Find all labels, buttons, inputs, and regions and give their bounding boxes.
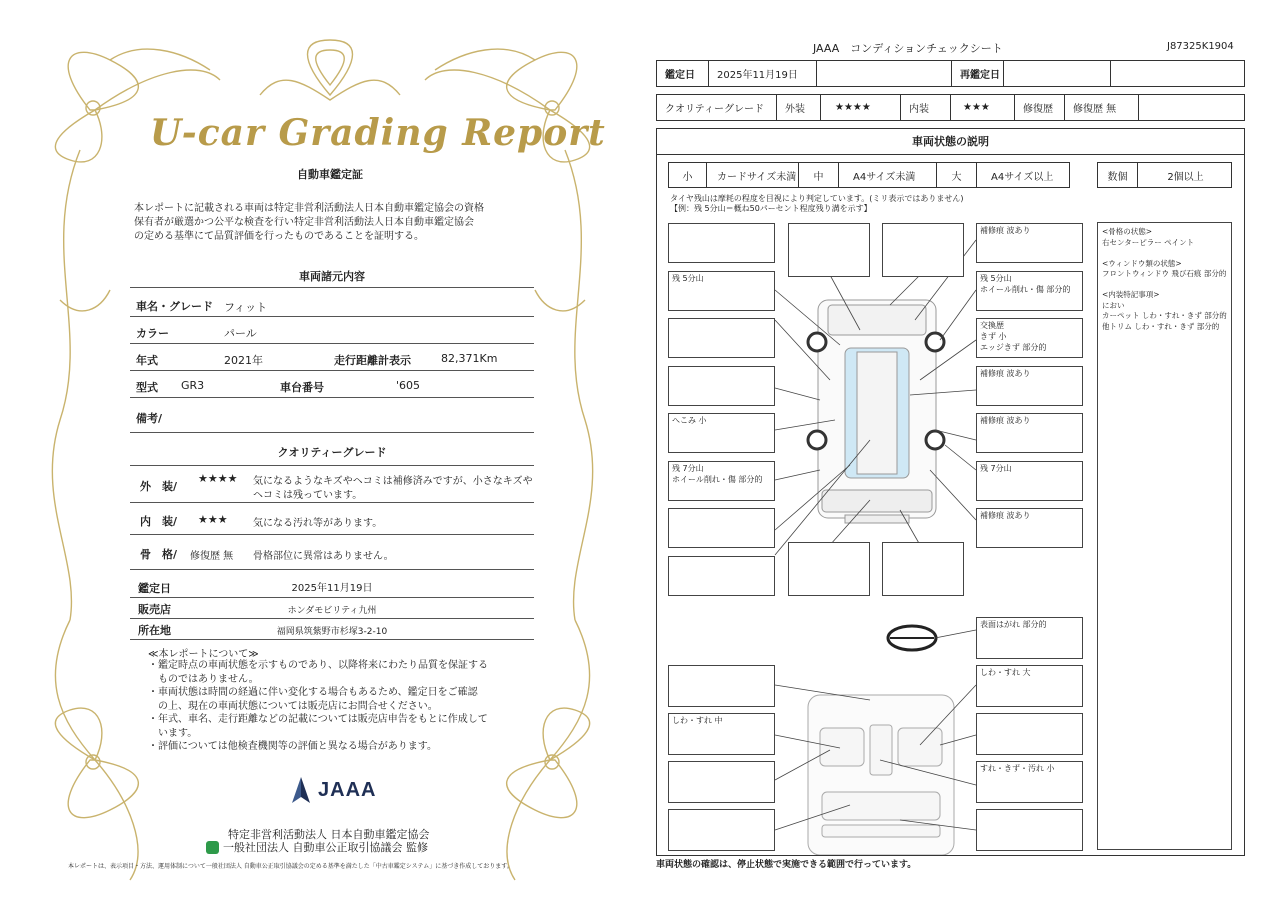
callout-box (976, 223, 1083, 263)
size-mid-desc: A4サイズ未満 (839, 163, 937, 187)
size-small-desc: カードサイズ未満 (707, 163, 799, 187)
year-value: 2021年 (224, 354, 263, 367)
callout-box (976, 413, 1083, 453)
jaaa-logo-text: JAAA (318, 778, 377, 801)
divider (130, 618, 534, 619)
exterior-comment: ヘコミは残っています。 (253, 490, 363, 501)
side-note-line: 他トリム しわ・すれ・きず 部分的 (1102, 321, 1220, 331)
size-small: 小 (669, 163, 707, 187)
color-label: カラー (136, 327, 169, 340)
empty-cell (817, 61, 952, 86)
callout-box (788, 542, 870, 596)
int-label: 内装 (901, 95, 951, 120)
side-note-line: におい (1102, 300, 1125, 310)
notes-list (148, 659, 538, 754)
tire-note-2: 【例：残 5分山＝概ね50パーセント程度残り溝を示す】 (670, 204, 872, 213)
callout-box (976, 318, 1083, 358)
callout-box (668, 366, 775, 406)
interior-stars: ★★★ (198, 513, 228, 526)
divider (130, 316, 534, 317)
reappraisal-label: 再鑑定日 (952, 61, 1004, 86)
callout-text: 残 5分山 (672, 274, 704, 283)
divider (130, 639, 534, 640)
jaaa-logo-icon (290, 775, 312, 805)
certificate-footer: 本レポートは、表示項目・方法、運用体制について一般社団法人 自動車公正取引協議会の定める基準を満たした「中古車鑑定システム」に基づき作成しております。 (68, 863, 513, 870)
callout-box (976, 271, 1083, 311)
callout-box (668, 461, 775, 501)
note-line: ・鑑定時点の車両状態を示すものであり、以降将来にわたり品質を保証する (148, 660, 488, 671)
specs-heading: 車両諸元内容 (299, 270, 365, 283)
callout-text: 残 7分山 (980, 464, 1012, 473)
intro-text (134, 202, 534, 244)
callout-text: 残 5分山 (980, 274, 1012, 283)
jaaa-logo (290, 775, 376, 805)
sheet-id: J87325K1904 (1167, 41, 1234, 52)
frame-value: 修復歴 無 (190, 551, 234, 562)
callout-box (882, 542, 964, 596)
callout-box (976, 761, 1083, 803)
mileage-label: 走行距離計表示 (334, 354, 411, 367)
side-note-line (1102, 248, 1227, 259)
org-name-2: 一般社団法人 自動車公正取引協議会 監修 (223, 841, 428, 854)
report-title: U-car Grading Report (150, 112, 606, 154)
callout-text: すれ・きず・汚れ 小 (980, 764, 1055, 773)
steering-wheel-icon (888, 626, 936, 650)
callout-text: きず 小 (980, 331, 1007, 341)
callout-text: 補修痕 波あり (980, 226, 1031, 235)
divider (130, 569, 534, 570)
note-line: います。 (148, 727, 198, 739)
ext-label: 外装 (777, 95, 821, 120)
callout-box (668, 761, 775, 803)
divider (130, 397, 534, 398)
callout-box (976, 665, 1083, 707)
callout-box (976, 461, 1083, 501)
note-line: ・年式、車名、走行距離などの記載については販売店申告をもとに作成して (148, 714, 488, 725)
count-legend (1097, 162, 1232, 188)
divider (130, 343, 534, 344)
model-value: GR3 (181, 379, 205, 392)
callout-box (668, 271, 775, 311)
exterior-label: 外 装/ (140, 480, 178, 493)
callout-box (668, 413, 775, 453)
date-row (656, 60, 1245, 87)
callout-text: しわ・すれ 中 (672, 716, 723, 725)
callout-text: 補修痕 波あり (980, 416, 1031, 425)
year-label: 年式 (136, 354, 158, 367)
sheet-date-value: 2025年11月19日 (709, 61, 817, 86)
callout-box (668, 223, 775, 263)
fair-trade-icon (206, 841, 219, 854)
repair-value: 修復歴 無 (1065, 95, 1139, 120)
callout-box (976, 508, 1083, 548)
color-value: パール (224, 327, 257, 340)
dealer-value: ホンダモビリティ九州 (287, 606, 377, 616)
side-note-line: <ウィンドウ類の状態> (1102, 258, 1182, 268)
divider (130, 597, 534, 598)
callout-text: 交換歴 (980, 321, 1004, 330)
exterior-stars: ★★★★ (198, 472, 238, 485)
note-line: ・評価については他検査機関等の評価と異なる場合があります。 (148, 741, 437, 752)
sheet-date-label: 鑑定日 (657, 61, 709, 86)
intro-line: 本レポートに記載される車両は特定非営利活動法人日本自動車鑑定協会の資格 (134, 203, 484, 214)
sheet-title: JAAA コンディションチェックシート (813, 42, 1003, 55)
side-note-line: フロントウィンドウ 飛び石痕 部分的 (1102, 269, 1227, 278)
divider (130, 432, 534, 433)
callout-text: しわ・すれ 大 (980, 668, 1031, 677)
car-name-label: 車名・グレード (136, 300, 213, 313)
intro-line: の定める基準にて品質評価を行ったものであることを証明する。 (134, 231, 424, 242)
reappraisal-value (1004, 61, 1111, 86)
callout-box (788, 223, 870, 277)
certificate-subtitle: 自動車鑑定証 (297, 168, 363, 181)
address-value: 福岡県筑紫野市杉塚3-2-10 (276, 627, 388, 637)
ext-stars: ★★★★ (821, 95, 901, 120)
frame-label: 骨 格/ (140, 548, 178, 561)
chassis-value: '605 (396, 379, 421, 392)
int-stars: ★★★ (951, 95, 1015, 120)
callout-box (668, 809, 775, 851)
note-line: ・車両状態は時間の経過に伴い変化する場合もあるため、鑑定日をご確認 (148, 687, 478, 698)
count-label: 数個 (1098, 163, 1138, 187)
callout-box (668, 508, 775, 548)
exterior-comment: 気になるようなキズやヘコミは補修済みですが、小さなキズや (253, 476, 533, 487)
callout-text: エッジきず 部分的 (980, 342, 1047, 352)
callout-text: 補修痕 波あり (980, 511, 1031, 520)
divider (130, 534, 534, 535)
divider (130, 502, 534, 503)
mileage-value: 82,371Km (441, 352, 498, 365)
side-note-line: 右センターピラー ペイント (1102, 237, 1195, 247)
note-line: の上、現在の車両状態については販売店にお問合せください。 (148, 700, 438, 712)
condition-heading: 車両状態の説明 (656, 128, 1245, 155)
org-name-2-row (206, 839, 428, 855)
size-large: 大 (937, 163, 977, 187)
chassis-label: 車台番号 (280, 381, 324, 394)
callout-box (668, 713, 775, 755)
divider (130, 465, 534, 466)
callout-text: ホイール削れ・傷 部分的 (672, 474, 763, 484)
callout-text: 残 7分山 (672, 464, 704, 473)
intro-line: 保有者が厳選かつ公平な検査を行い特定非営利活動法人日本自動車鑑定協会 (134, 217, 474, 228)
sheet-footer-note: 車両状態の確認は、停止状態で実施できる範囲で行っています。 (656, 860, 917, 870)
date-value: 2025年11月19日 (291, 583, 373, 594)
interior-label: 内 装/ (140, 515, 178, 528)
callout-box (976, 713, 1083, 755)
side-notes (1097, 222, 1232, 850)
callout-box (668, 318, 775, 358)
side-note-line: <骨格の状態> (1102, 227, 1153, 236)
quality-heading: クオリティーグレード (277, 446, 387, 459)
quality-row (656, 94, 1245, 121)
car-name-value: フィット (224, 301, 268, 314)
notes-heading: ≪本レポートについて≫ (148, 649, 259, 660)
callout-box (976, 809, 1083, 851)
callout-box (976, 366, 1083, 406)
date-label: 鑑定日 (138, 582, 171, 595)
count-value: 2個以上 (1167, 171, 1204, 183)
side-note-line: カーペット しわ・すれ・きず 部分的 (1102, 311, 1227, 320)
frame-comment: 骨格部位に異常はありません。 (253, 551, 394, 562)
callout-box (668, 556, 775, 596)
callout-box (668, 665, 775, 707)
callout-text: 補修痕 波あり (980, 369, 1031, 378)
quality-label: クオリティーグレード (657, 95, 777, 120)
callout-text: ホイール削れ・傷 部分的 (980, 284, 1071, 294)
org-name-1: 特定非営利活動法人 日本自動車鑑定協会 (228, 828, 430, 841)
size-large-desc: A4サイズ以上 (991, 171, 1054, 183)
tire-note-1: タイヤ残山は摩耗の程度を目視により判定しています。(ミリ表示ではありません) (670, 194, 964, 203)
remarks-label: 備考/ (136, 412, 163, 425)
callout-text: へこみ 小 (672, 416, 707, 425)
callout-box (882, 223, 964, 277)
note-line: ものではありません。 (148, 673, 259, 685)
model-label: 型式 (136, 381, 158, 394)
side-note-line: <内装特記事項> (1102, 290, 1160, 299)
side-note-line (1102, 280, 1227, 291)
callout-box (976, 617, 1083, 659)
divider (130, 370, 534, 371)
address-label: 所在地 (138, 624, 171, 637)
interior-comment: 気になる汚れ等があります。 (253, 518, 383, 529)
dealer-label: 販売店 (138, 603, 171, 616)
repair-label: 修復歴 (1015, 95, 1065, 120)
callout-text: 表面はがれ 部分的 (980, 620, 1047, 629)
divider (130, 287, 534, 288)
size-mid: 中 (799, 163, 839, 187)
